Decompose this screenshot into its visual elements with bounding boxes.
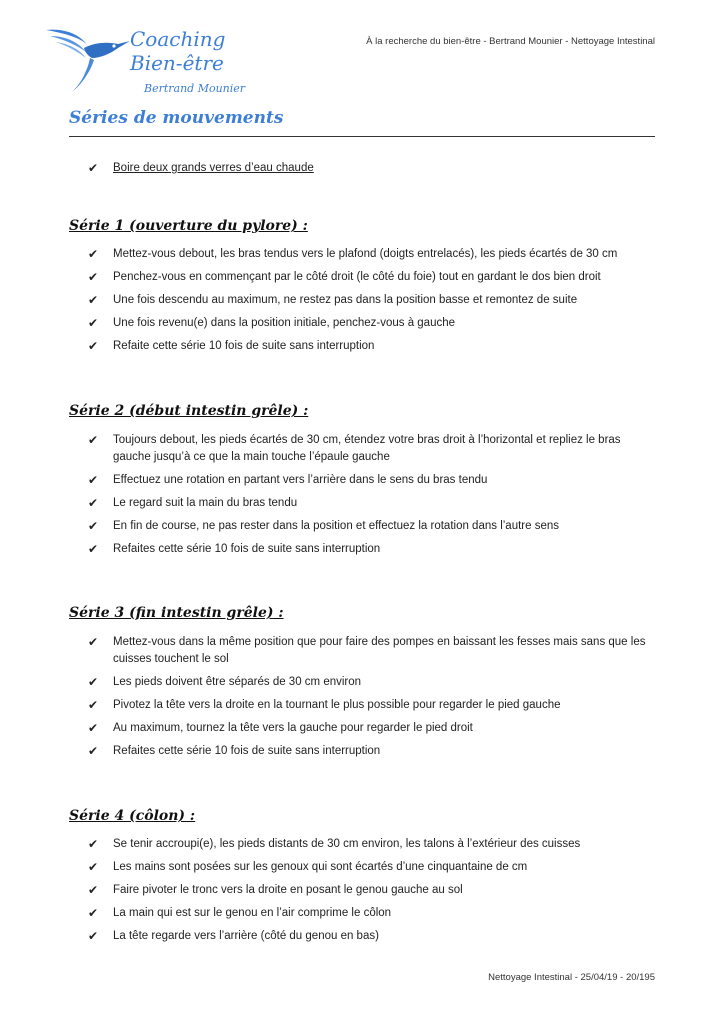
- list-item: ✔ Penchez-vous en commençant par le côté droit (le côté du foie) tout en gardant le dos bien droit: [88, 270, 601, 284]
- checkmark-icon: ✔: [88, 293, 99, 307]
- section-title: Série 1 (ouverture du pylore) :: [69, 218, 308, 234]
- checkmark-icon: ✔: [88, 837, 99, 851]
- list-item: ✔ Refaite cette série 10 fois de suite sans interruption: [88, 339, 375, 353]
- checkmark-icon: ✔: [88, 161, 99, 175]
- list-item: ✔ En fin de course, ne pas rester dans la position et effectuez la rotation dans l’autre sens: [88, 519, 560, 533]
- list-item: ✔ Les mains sont posées sur les genoux qui sont écartés d’une cinquantaine de cm: [88, 860, 528, 874]
- list-item: ✔ Les pieds doivent être séparés de 30 cm environ: [88, 675, 362, 689]
- list-item: ✔ Refaites cette série 10 fois de suite sans interruption: [88, 542, 381, 556]
- list-item: ✔ Une fois revenu(e) dans la position initiale, penchez-vous à gauche: [88, 316, 456, 330]
- list-item: ✔ Refaites cette série 10 fois de suite sans interruption: [88, 744, 381, 758]
- checkmark-icon: ✔: [88, 473, 99, 487]
- checkmark-icon: ✔: [88, 929, 99, 943]
- list-item: ✔ Pivotez la tête vers la droite en la tournant le plus possible pour regarder le pied gauche: [88, 698, 561, 712]
- logo-title-line1: Coaching: [130, 27, 226, 51]
- logo-author: Bertrand Mounier: [144, 82, 246, 95]
- logo-title-line2: Bien-être: [130, 51, 224, 75]
- list-item: ✔ Faire pivoter le tronc vers la droite en posant le genou gauche au sol: [88, 883, 463, 897]
- list-item: ✔ Se tenir accroupi(e), les pieds distants de 30 cm environ, les talons à l’extérieur des cuisses: [88, 837, 581, 851]
- checkmark-icon: ✔: [88, 519, 99, 533]
- logo: [44, 24, 294, 104]
- checkmark-icon: ✔: [88, 433, 99, 447]
- checkmark-icon: ✔: [88, 721, 99, 735]
- list-item: ✔ Effectuez une rotation en partant vers l’arrière dans le sens du bras tendu: [88, 473, 488, 487]
- title-divider: [69, 136, 655, 137]
- section-title: Série 4 (côlon) :: [69, 808, 196, 824]
- checkmark-icon: ✔: [88, 496, 99, 510]
- checkmark-icon: ✔: [88, 247, 99, 261]
- section-title: Série 3 (fin intestin grêle) :: [69, 605, 284, 621]
- checkmark-icon: ✔: [88, 675, 99, 689]
- list-item: ✔ Boire deux grands verres d’eau chaude: [88, 161, 314, 175]
- list-item: ✔ La main qui est sur le genou en l’air comprime le côlon: [88, 906, 392, 920]
- section-list: [88, 246, 656, 361]
- page-title: Séries de mouvements: [69, 108, 284, 128]
- section-title: Série 2 (début intestin grêle) :: [69, 403, 309, 419]
- checkmark-icon: ✔: [88, 270, 99, 284]
- checkmark-icon: ✔: [88, 316, 99, 330]
- section-list: [88, 432, 656, 564]
- page-footer: Nettoyage Intestinal - 25/04/19 - 20/195: [488, 972, 655, 983]
- list-item: ✔ Le regard suit la main du bras tendu: [88, 496, 298, 510]
- hummingbird-icon: [44, 24, 134, 96]
- list-item: ✔ Mettez-vous debout, les bras tendus vers le plafond (doigts entrelacés), les pieds écartés de 30 cm: [88, 247, 618, 261]
- checkmark-icon: ✔: [88, 542, 99, 556]
- intro-list: [88, 160, 656, 183]
- checkmark-icon: ✔: [88, 883, 99, 897]
- checkmark-icon: ✔: [88, 860, 99, 874]
- list-item: ✔ Une fois descendu au maximum, ne restez pas dans la position basse et remontez de suite: [88, 293, 578, 307]
- section-list: [88, 836, 656, 951]
- list-item: ✔ Mettez-vous dans la même position que pour faire des pompes en baissant les fesses mais sans que les cuisses touchent le sol: [88, 635, 646, 665]
- checkmark-icon: ✔: [88, 744, 99, 758]
- list-item: ✔ La tête regarde vers l’arrière (côté du genou en bas): [88, 929, 379, 943]
- section-list: [88, 634, 656, 766]
- checkmark-icon: ✔: [88, 635, 99, 649]
- checkmark-icon: ✔: [88, 339, 99, 353]
- header-reference: À la recherche du bien-être - Bertrand Mounier - Nettoyage Intestinal: [366, 36, 655, 47]
- list-item: ✔ Toujours debout, les pieds écartés de 30 cm, étendez votre bras droit à l’horizontal et repliez le bras gauche jusqu’à ce que la main touche l’épaule gauche: [88, 433, 621, 463]
- checkmark-icon: ✔: [88, 906, 99, 920]
- list-item: ✔ Au maximum, tournez la tête vers la gauche pour regarder le pied droit: [88, 721, 473, 735]
- checkmark-icon: ✔: [88, 698, 99, 712]
